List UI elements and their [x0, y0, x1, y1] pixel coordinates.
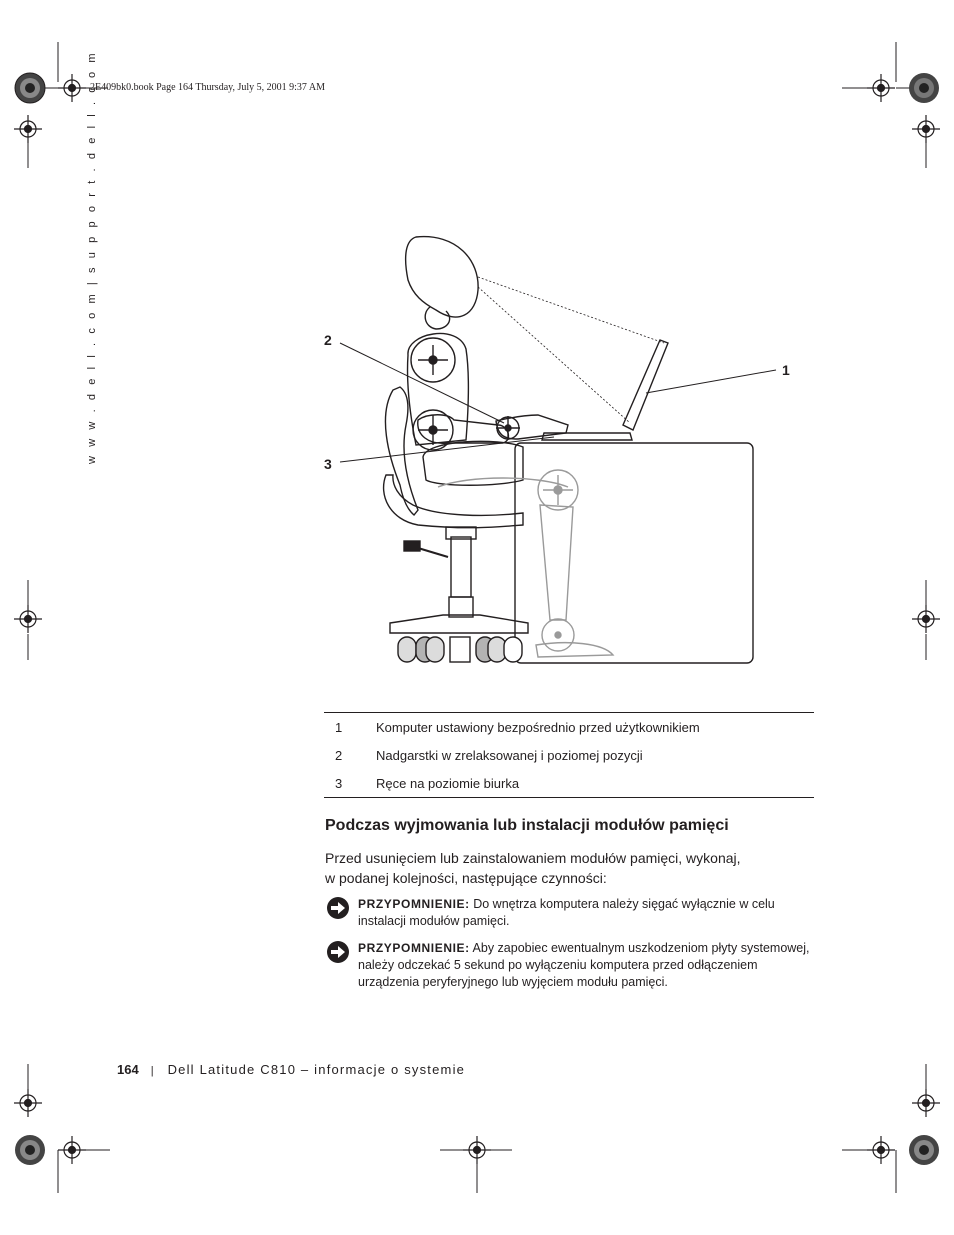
callout-leader-1 [646, 370, 776, 393]
notice-body: Do wnętrza komputera należy sięgać wyłącznie w celu instalacji modułów pamięci. [358, 897, 775, 928]
notice-arrow-icon [326, 896, 350, 920]
notice-label: PRZYPOMNIENIE: [358, 941, 470, 955]
table-row [324, 713, 814, 742]
figure-head [406, 237, 478, 317]
print-slug: 2E409bk0.book Page 164 Thursday, July 5, 2001 9:37 AM [90, 82, 325, 93]
callout-leader-3 [340, 437, 554, 462]
legend-number: 3 [335, 775, 343, 791]
side-url: w w w . d e l l . c o m | s u p p o r t . d e l l . c o m [86, 50, 98, 464]
page-footer [117, 1062, 465, 1077]
notice-text [358, 940, 816, 991]
intro-line-2: w podanej kolejności, następujące czynności: [325, 870, 607, 886]
notice-memory-access [326, 896, 816, 930]
legend-text: Ręce na poziomie biurka [376, 775, 520, 791]
callout-1: 1 [782, 362, 790, 378]
legend-text: Komputer ustawiony bezpośrednio przed użytkownikiem [376, 719, 700, 735]
table-row [324, 769, 814, 798]
legend-text: Nadgarstki w zrelaksowanej i poziomej pozycji [376, 747, 643, 763]
chair-base [390, 615, 528, 633]
callout-3: 3 [324, 456, 332, 472]
footer-separator: | [150, 1065, 154, 1077]
section-heading: Podczas wyjmowania lub instalacji modułów pamięci [325, 817, 729, 834]
callout-2: 2 [324, 332, 332, 348]
intro-paragraph [325, 848, 795, 888]
notice-arrow-icon [326, 940, 350, 964]
notice-body: Aby zapobiec ewentualnym uszkodzeniom płyty systemowej, należy odczekać 5 sekund po wyłączeniu komputera przed odłączeniem urządzenia peryferyjnego lub wyjęciem modułu pamięci. [358, 941, 810, 989]
figure-legend-table [324, 712, 814, 798]
intro-line-1: Przed usunięciem lub zainstalowaniem modułów pamięci, wykonaj, [325, 850, 741, 866]
ergonomic-posture-illustration [318, 225, 778, 675]
legend-number: 2 [335, 747, 343, 763]
notice-wait-before-disconnect [326, 940, 816, 991]
figure-torso [407, 334, 468, 445]
laptop-screen [623, 340, 668, 430]
legend-number: 1 [335, 719, 343, 735]
footer-title: Dell Latitude C810 – informacje o systemie [167, 1062, 466, 1077]
callout-leader-2 [340, 343, 504, 423]
desk [515, 443, 753, 663]
page-number: 164 [117, 1062, 139, 1077]
table-row [324, 741, 814, 769]
chair-column [451, 537, 471, 597]
notice-text [358, 896, 816, 930]
notice-label: PRZYPOMNIENIE: [358, 897, 470, 911]
